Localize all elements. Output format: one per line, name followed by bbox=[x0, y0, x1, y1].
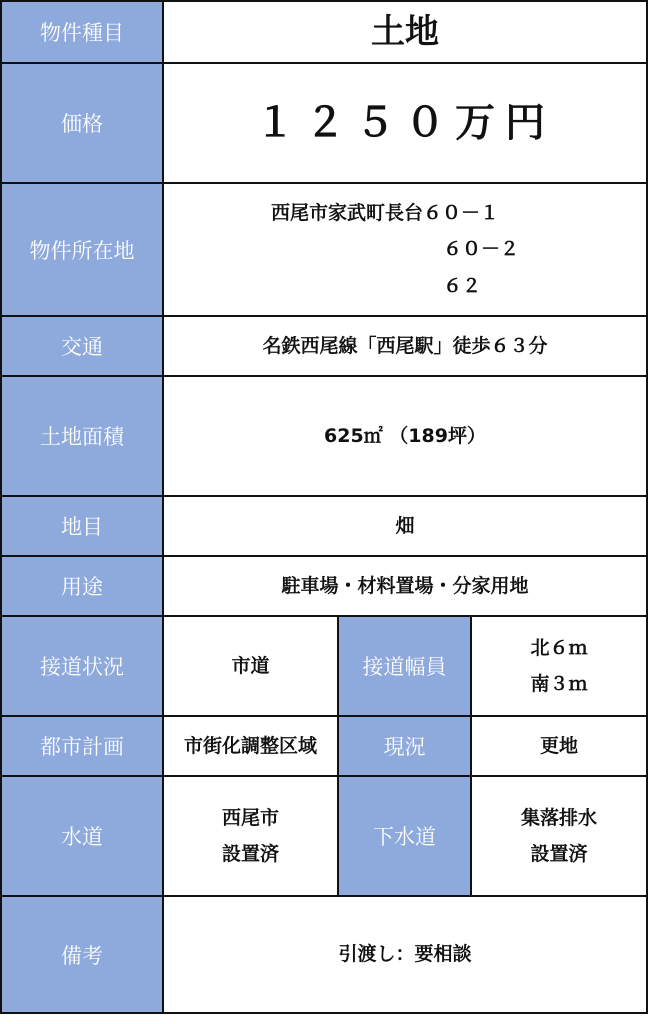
value-water bbox=[164, 777, 337, 895]
label-city-planning: 都市計画 bbox=[2, 717, 164, 775]
label-current-status: 現況 bbox=[337, 717, 472, 775]
sewer-line-1: 集落排水 bbox=[520, 806, 597, 829]
label-usage: 用途 bbox=[2, 557, 164, 615]
value-location bbox=[164, 184, 646, 315]
label-road-access: 接道状況 bbox=[2, 617, 164, 715]
row-road-access bbox=[2, 615, 646, 715]
label-sewer: 下水道 bbox=[337, 777, 472, 895]
value-price: １２５０万円 bbox=[255, 100, 555, 146]
label-water: 水道 bbox=[2, 777, 164, 895]
value-land-area: 625㎡ （189坪） bbox=[324, 424, 486, 447]
row-notes bbox=[2, 895, 646, 1012]
value-road-width bbox=[472, 617, 646, 715]
road-width-north: 北６ｍ bbox=[530, 636, 588, 659]
row-traffic bbox=[2, 315, 646, 375]
sewer-line-2: 設置済 bbox=[530, 843, 588, 865]
row-city-planning bbox=[2, 715, 646, 775]
row-usage bbox=[2, 555, 646, 615]
value-road-access: 市道 bbox=[231, 654, 270, 677]
label-traffic: 交通 bbox=[2, 317, 164, 375]
value-land-category: 畑 bbox=[395, 514, 415, 537]
label-land-area: 土地面積 bbox=[2, 377, 164, 495]
value-traffic: 名鉄西尾線「西尾駅」徒歩６３分 bbox=[262, 334, 548, 357]
location-line-3: ６２ bbox=[442, 274, 481, 297]
location-line-2: ６０－２ bbox=[442, 238, 519, 261]
value-sewer bbox=[472, 777, 646, 895]
water-line-1: 西尾市 bbox=[221, 806, 279, 829]
value-usage: 駐車場・材料置場・分家用地 bbox=[281, 574, 529, 597]
location-line-1: 西尾市家武町長台６０－１ bbox=[270, 202, 499, 225]
value-city-planning: 市街化調整区域 bbox=[183, 734, 317, 757]
value-current-status: 更地 bbox=[539, 734, 578, 757]
row-price bbox=[2, 62, 646, 182]
water-line-2: 設置済 bbox=[221, 843, 279, 865]
row-land-category bbox=[2, 495, 646, 555]
row-property-type bbox=[2, 2, 646, 62]
label-property-type: 物件種目 bbox=[2, 2, 164, 62]
label-location: 物件所在地 bbox=[2, 184, 164, 315]
row-land-area bbox=[2, 375, 646, 495]
label-notes: 備考 bbox=[2, 897, 164, 1012]
value-property-type: 土地 bbox=[371, 11, 439, 52]
label-price: 価格 bbox=[2, 64, 164, 182]
road-width-south: 南３ｍ bbox=[530, 673, 588, 695]
row-location bbox=[2, 182, 646, 315]
label-land-category: 地目 bbox=[2, 497, 164, 555]
row-water bbox=[2, 775, 646, 895]
label-road-width: 接道幅員 bbox=[337, 617, 472, 715]
value-notes: 引渡し：要相談 bbox=[338, 943, 472, 966]
